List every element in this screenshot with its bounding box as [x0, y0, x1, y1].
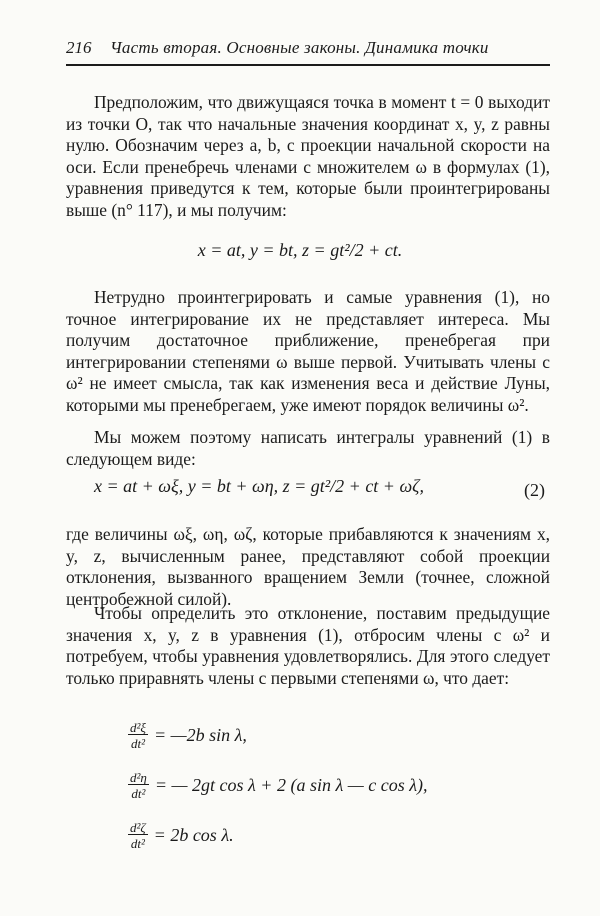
derivative-equation-xi [128, 710, 548, 760]
paragraph-4: где величины ωξ, ωη, ωζ, которые прибавляются к значениям x, y, z, вычисленным ранее, представляют собой проекции отклонения, вызванного вращением Земли (точнее, сложной центробежной силой). [66, 524, 550, 609]
derivative-equation-zeta [128, 810, 548, 860]
paragraph-3: Мы можем поэтому написать интегралы уравнений (1) в следующем виде: [66, 427, 550, 469]
fraction-numerator: d²ξ [130, 719, 146, 735]
fraction [128, 721, 148, 750]
fraction [128, 821, 148, 850]
equation-2-number: (2) [524, 480, 545, 500]
paragraph-1: Предположим, что движущаяся точка в момент t = 0 выходит из точки O, так что начальные значения координат x, y, z равны нулю. Обозначим через a, b, c проекции начальной скорости на оси. Если пренебречь членами с множителем ω в формулах (1), уравнения приведутся к тем, которые были проинтегрированы выше (n° 117), и мы получим: [66, 92, 550, 220]
fraction-denominator: dt² [130, 735, 145, 751]
equation-1: x = at, y = bt, z = gt²/2 + ct. [197, 240, 403, 260]
paragraph-5: Чтобы определить это отклонение, поставим предыдущие значения x, y, z в уравнения (1), отбросим члены с ω² и потребуем, чтобы уравнения удовлетворялись. Для этого следует только приравнять члены с первыми степенями ω, что дает: [66, 603, 550, 688]
fraction-denominator: dt² [130, 835, 145, 851]
equation-rhs: = —2b sin λ, [153, 724, 247, 745]
paragraph-2: Нетрудно проинтегрировать и самые уравнения (1), но точное интегрирование их не представляет интереса. Мы получим достаточное приближение, пренебрегая при интегрировании степенями ω выше первой. Учитывать члены с ω² не имеет смысла, так как изменения веса и действие Луны, которыми мы пренебрегаем, уже имеют порядок величины ω². [66, 287, 550, 415]
fraction [128, 771, 149, 800]
running-title: Часть вторая. Основные законы. Динамика точки [110, 38, 489, 57]
header-rule [66, 64, 550, 66]
fraction-denominator: dt² [131, 785, 146, 801]
fraction-numerator: d²η [130, 769, 147, 785]
derivative-equations [128, 710, 548, 860]
page-number: 216 [66, 38, 92, 57]
equation-2: x = at + ωξ, y = bt + ωη, z = gt²/2 + ct + ωζ, [94, 476, 424, 496]
fraction-numerator: d²ζ [130, 819, 146, 835]
equation-rhs: = — 2gt cos λ + 2 (a sin λ — c cos λ), [154, 774, 428, 795]
equation-rhs: = 2b cos λ. [153, 824, 234, 845]
page-header [66, 34, 550, 70]
derivative-equation-eta [128, 760, 548, 810]
